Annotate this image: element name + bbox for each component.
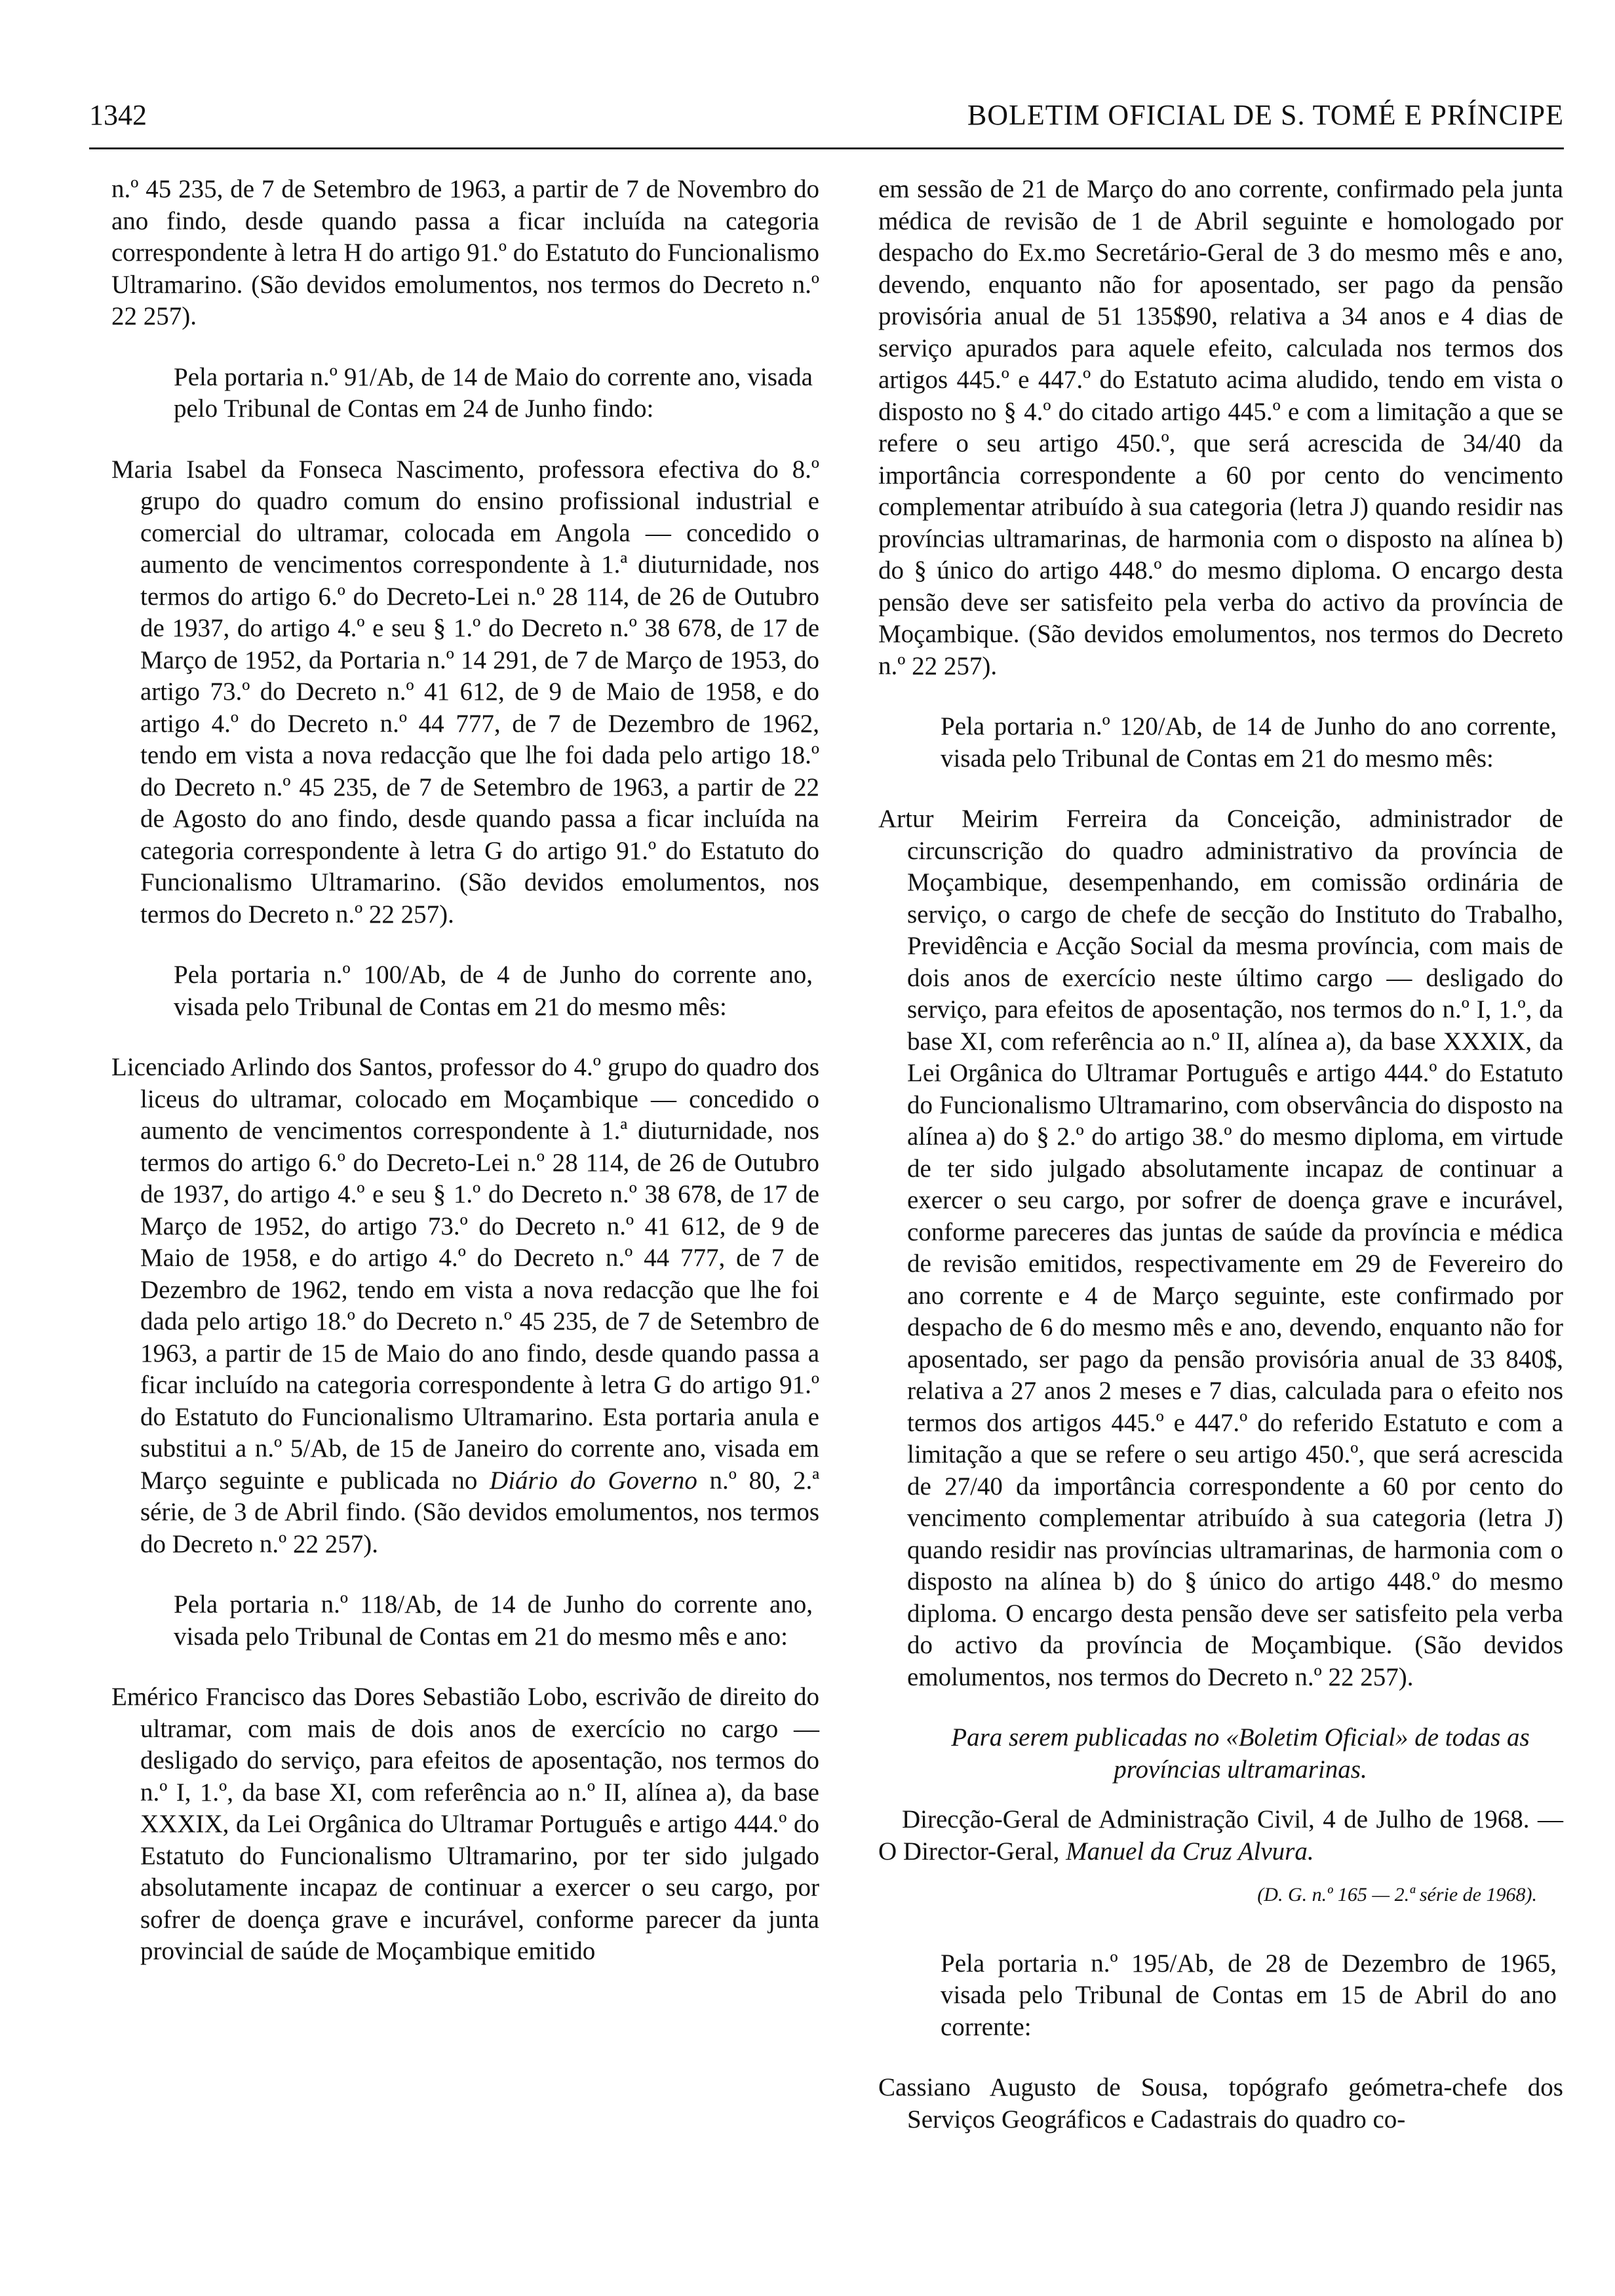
portaria-heading: Pela portaria n.º 118/Ab, de 14 de Junho do corrente ano, visada pelo Tribunal de Contas em 21 do mesmo mês e ano: bbox=[174, 1590, 813, 1651]
dispatch-entry bbox=[111, 1052, 819, 1560]
signatory-name: Manuel da Cruz Alvura. bbox=[1066, 1837, 1314, 1866]
publication-name: Diário do Governo bbox=[490, 1466, 697, 1495]
page-number: 1342 bbox=[89, 99, 147, 131]
header-rule bbox=[89, 147, 1564, 149]
dispatch-entry: Emérico Francisco das Dores Sebastião Lobo, escrivão de direito do ultramar, com mais de dois anos de exercício no cargo — desligado do serviço, para efeitos de aposentação, nos termos do n.º I, 1.º, da base XI, com referência ao n.º II, alínea a), da base XXXIX, da Lei Orgânica do Ultramar Português e artigo 444.º do Estatuto do Funcionalismo Ultramarino, por ter sido julgado absolutamente incapaz de continuar a exercer o seu cargo, por sofrer de doença grave e incurável, conforme parecer da junta provincial de saúde de Moçambique emitido bbox=[111, 1683, 819, 1965]
running-title: BOLETIM OFICIAL DE S. TOMÉ E PRÍNCIPE bbox=[967, 99, 1564, 131]
portaria-heading: Pela portaria n.º 120/Ab, de 14 de Junho do ano corrente, visada pelo Tribunal de Contas em 21 do mesmo mês: bbox=[941, 712, 1557, 773]
signature-text: Direcção-Geral de Administração Civil, 4 de Julho de 1968. — O Director-Geral, bbox=[878, 1805, 1563, 1866]
portaria-heading: Pela portaria n.º 195/Ab, de 28 de Dezembro de 1965, visada pelo Tribunal de Contas em 15 de Abril do ano corrente: bbox=[941, 1949, 1557, 2041]
paragraph-continuation: em sessão de 21 de Março do ano corrente, confirmado pela junta médica de revisão de 1 de Abril seguinte e homologado por despacho do Ex.mo Secretário-Geral de 3 do mesmo mês e ano, devendo, enquanto não for aposentado, ser pago da pensão provisória anual de 51 135$90, relativa a 34 anos e 4 dias de serviço apurados para aquele efeito, calculada nos termos dos artigos 445.º e 447.º do Estatuto acima aludido, tendo em vista o disposto no § 4.º do citado artigo 445.º e com a limitação a que se refere o seu artigo 450.º, que será acrescida de 34/40 da importância correspondente a 60 por cento do vencimento complementar atribuído à sua categoria (letra J) quando residir nas províncias ultramarinas, de harmonia com o disposto na alínea b) do § único do artigo 448.º do mesmo diploma. O encargo desta pensão deve ser satisfeito pela verba do activo da província de Moçambique. (São devidos emolumentos, nos termos do Decreto n.º 22 257). bbox=[878, 175, 1563, 680]
right-column bbox=[878, 174, 1563, 2164]
dispatch-entry: Cassiano Augusto de Sousa, topógrafo geómetra-chefe dos Serviços Geográficos e Cadastrais do quadro co- bbox=[878, 2073, 1563, 2133]
portaria-heading: Pela portaria n.º 91/Ab, de 14 de Maio do corrente ano, visada pelo Tribunal de Contas em 24 de Junho findo: bbox=[174, 362, 813, 423]
dispatch-entry: Maria Isabel da Fonseca Nascimento, professora efectiva do 8.º grupo do quadro comum do ensino profissional industrial e comercial do ultramar, colocada em Angola — concedido o aumento de vencimentos correspondente à 1.ª diuturnidade, nos termos do artigo 6.º do Decreto-Lei n.º 28 114, de 26 de Outubro de 1937, do artigo 4.º e seu § 1.º do Decreto n.º 38 678, de 17 de Março de 1952, da Portaria n.º 14 291, de 7 de Março de 1953, do artigo 73.º do Decreto n.º 41 612, de 9 de Maio de 1958, e do artigo 4.º do Decreto n.º 44 777, de 7 de Dezembro de 1962, tendo em vista a nova redacção que lhe foi dada pelo artigo 18.º do Decreto n.º 45 235, de 7 de Setembro de 1963, a partir de 22 de Agosto do ano findo, desde quando passa a ficar incluída na categoria correspondente à letra G do artigo 91.º do Estatuto do Funcionalismo Ultramarino. (São devidos emolumentos, nos termos do Decreto n.º 22 257). bbox=[111, 455, 819, 928]
dispatch-entry: Artur Meirim Ferreira da Conceição, administrador de circunscrição do quadro administrativo da província de Moçambique, desempenhando, em comissão ordinária de serviço, o cargo de chefe de secção do Instituto do Trabalho, Previdência e Acção Social da mesma província, com mais de dois anos de exercício neste último cargo — desligado do serviço, para efeitos de aposentação, nos termos do n.º I, 1.º, da base XI, com referência ao n.º II, alínea a), da base XXXIX, da Lei Orgânica do Ultramar Português e artigo 444.º do Estatuto do Funcionalismo Ultramarino, com observância do disposto na alínea a) do § 2.º do artigo 38.º do mesmo diploma, em virtude de ter sido julgado absolutamente incapaz de continuar a exercer o seu cargo, por sofrer de doença grave e incurável, conforme pareceres das juntas de saúde da província e médica de revisão emitidos, respectivamente em 29 de Fevereiro do ano corrente e 4 de Março seguinte, este confirmado por despacho de 6 do mesmo mês e ano, devendo, enquanto não for aposentado, ser pago da pensão provisória anual de 33 840$, relativa a 27 anos 2 meses e 7 dias, calculada para o efeito nos termos dos artigos 445.º e 447.º do referido Estatuto e com a limitação a que se refere o seu artigo 450.º, que será acrescida de 27/40 da importância correspondente a 60 por cento do vencimento complementar atribuído à sua categoria (letra J) quando residir nas províncias ultramarinas, de harmonia com o disposto na alínea b) do § único do artigo 448.º do mesmo diploma. O encargo desta pensão deve ser satisfeito pela verba do activo da província de Moçambique. (São devidos emolumentos, nos termos do Decreto n.º 22 257). bbox=[878, 805, 1563, 1691]
left-column bbox=[111, 174, 819, 1997]
paragraph-continuation: n.º 45 235, de 7 de Setembro de 1963, a partir de 7 de Novembro do ano findo, desde quando passa a ficar incluída na categoria correspondente à letra H do artigo 91.º do Estatuto do Funcionalismo Ultramarino. (São devidos emolumentos, nos termos do Decreto n.º 22 257). bbox=[111, 175, 819, 330]
portaria-heading: Pela portaria n.º 100/Ab, de 4 de Junho do corrente ano, visada pelo Tribunal de Contas em 21 do mesmo mês: bbox=[174, 961, 813, 1021]
entry-text: Licenciado Arlindo dos Santos, professor do 4.º grupo do quadro dos liceus do ultramar, colocado em Moçambique — concedido o aumento de vencimentos correspondente à 1.ª diuturnidade, nos termos do artigo 6.º do Decreto-Lei n.º 28 114, de 26 de Outubro de 1937, do artigo 4.º e seu § 1.º do Decreto n.º 38 678, de 17 de Março de 1952, do artigo 73.º do Decreto n.º 41 612, de 9 de Maio de 1958, e do artigo 4.º do Decreto n.º 44 777, de 7 de Dezembro de 1962, tendo em vista a nova redacção que lhe foi dada pelo artigo 18.º do Decreto n.º 45 235, de 7 de Setembro de 1963, a partir de 15 de Maio do ano findo, desde quando passa a ficar incluído na categoria correspondente à letra G do artigo 91.º do Estatuto do Funcionalismo Ultramarino. Esta portaria anula e substitui a n.º 5/Ab, de 15 de Janeiro do corrente ano, visada em Março seguinte e publicada no bbox=[111, 1053, 819, 1495]
signature-line bbox=[878, 1804, 1563, 1867]
page-header bbox=[89, 98, 1564, 138]
publication-note: Para serem publicadas no «Boletim Oficial» de todas as províncias ultramarinas. bbox=[951, 1723, 1530, 1784]
entry-text: n.º 80, 2.ª série, de 3 de Abril findo. (São devidos emolumentos, nos termos do Decreto n.º 22 257). bbox=[140, 1466, 819, 1558]
gazette-reference: (D. G. n.º 165 — 2.ª série de 1968). bbox=[1257, 1884, 1537, 1905]
